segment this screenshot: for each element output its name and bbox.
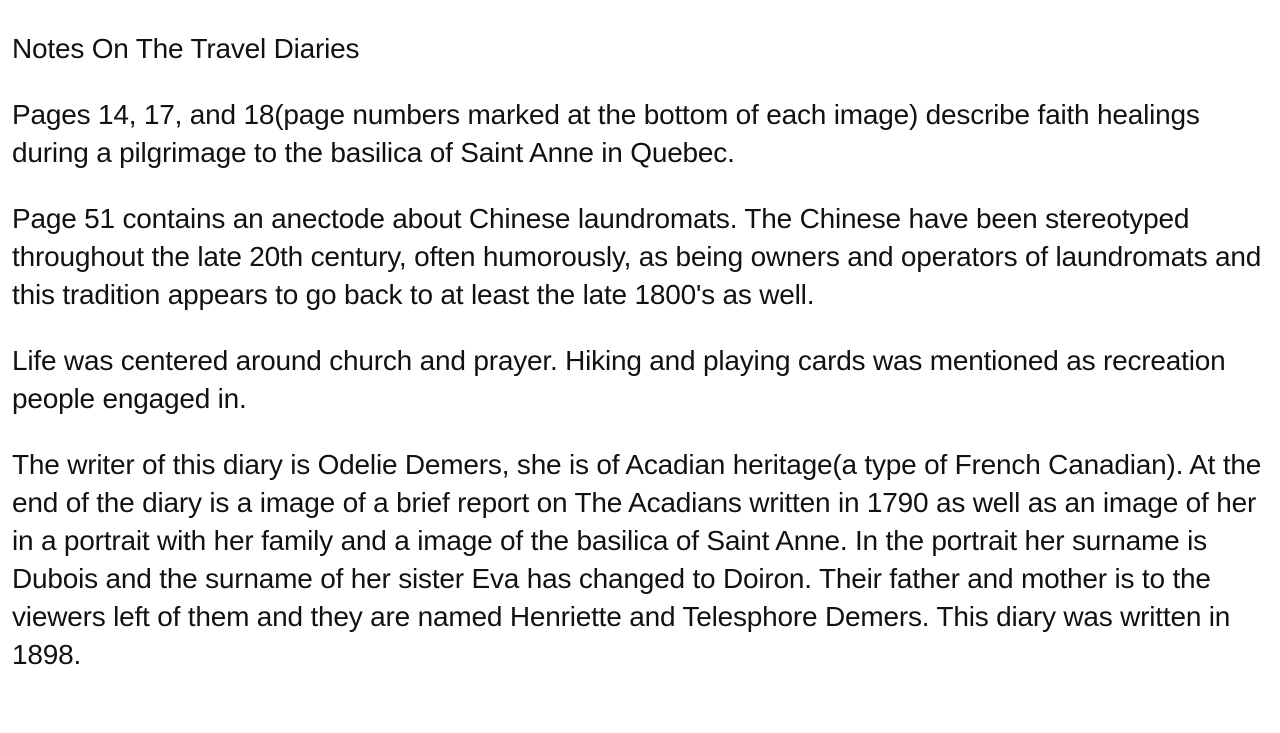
document-title: Notes On The Travel Diaries [12, 33, 360, 64]
document-body [12, 30, 1268, 702]
paragraph-faith-healings: Pages 14, 17, and 18(page numbers marked at the bottom of each image) describe faith healings during a pilgrimage to the basilica of Saint Anne in Quebec. [12, 99, 1200, 168]
paragraph-church-life: Life was centered around church and prayer. Hiking and playing cards was mentioned as recreation people engaged in. [12, 345, 1226, 414]
paragraph-laundromats: Page 51 contains an anectode about Chinese laundromats. The Chinese have been stereotyped throughout the late 20th century, often humorously, as being owners and operators of laundromats and this tradition appears to go back to at least the late 1800's as well. [12, 203, 1262, 310]
paragraph-diary-writer: The writer of this diary is Odelie Demers, she is of Acadian heritage(a type of French Canadian). At the end of the diary is a image of a brief report on The Acadians written in 1790 as well as an image of her in a portrait with her family and a image of the basilica of Saint Anne. In the portrait her surname is Dubois and the surname of her sister Eva has changed to Doiron. Their father and mother is to the viewers left of them and they are named Henriette and Telesphore Demers. This diary was written in 1898. [12, 449, 1262, 670]
